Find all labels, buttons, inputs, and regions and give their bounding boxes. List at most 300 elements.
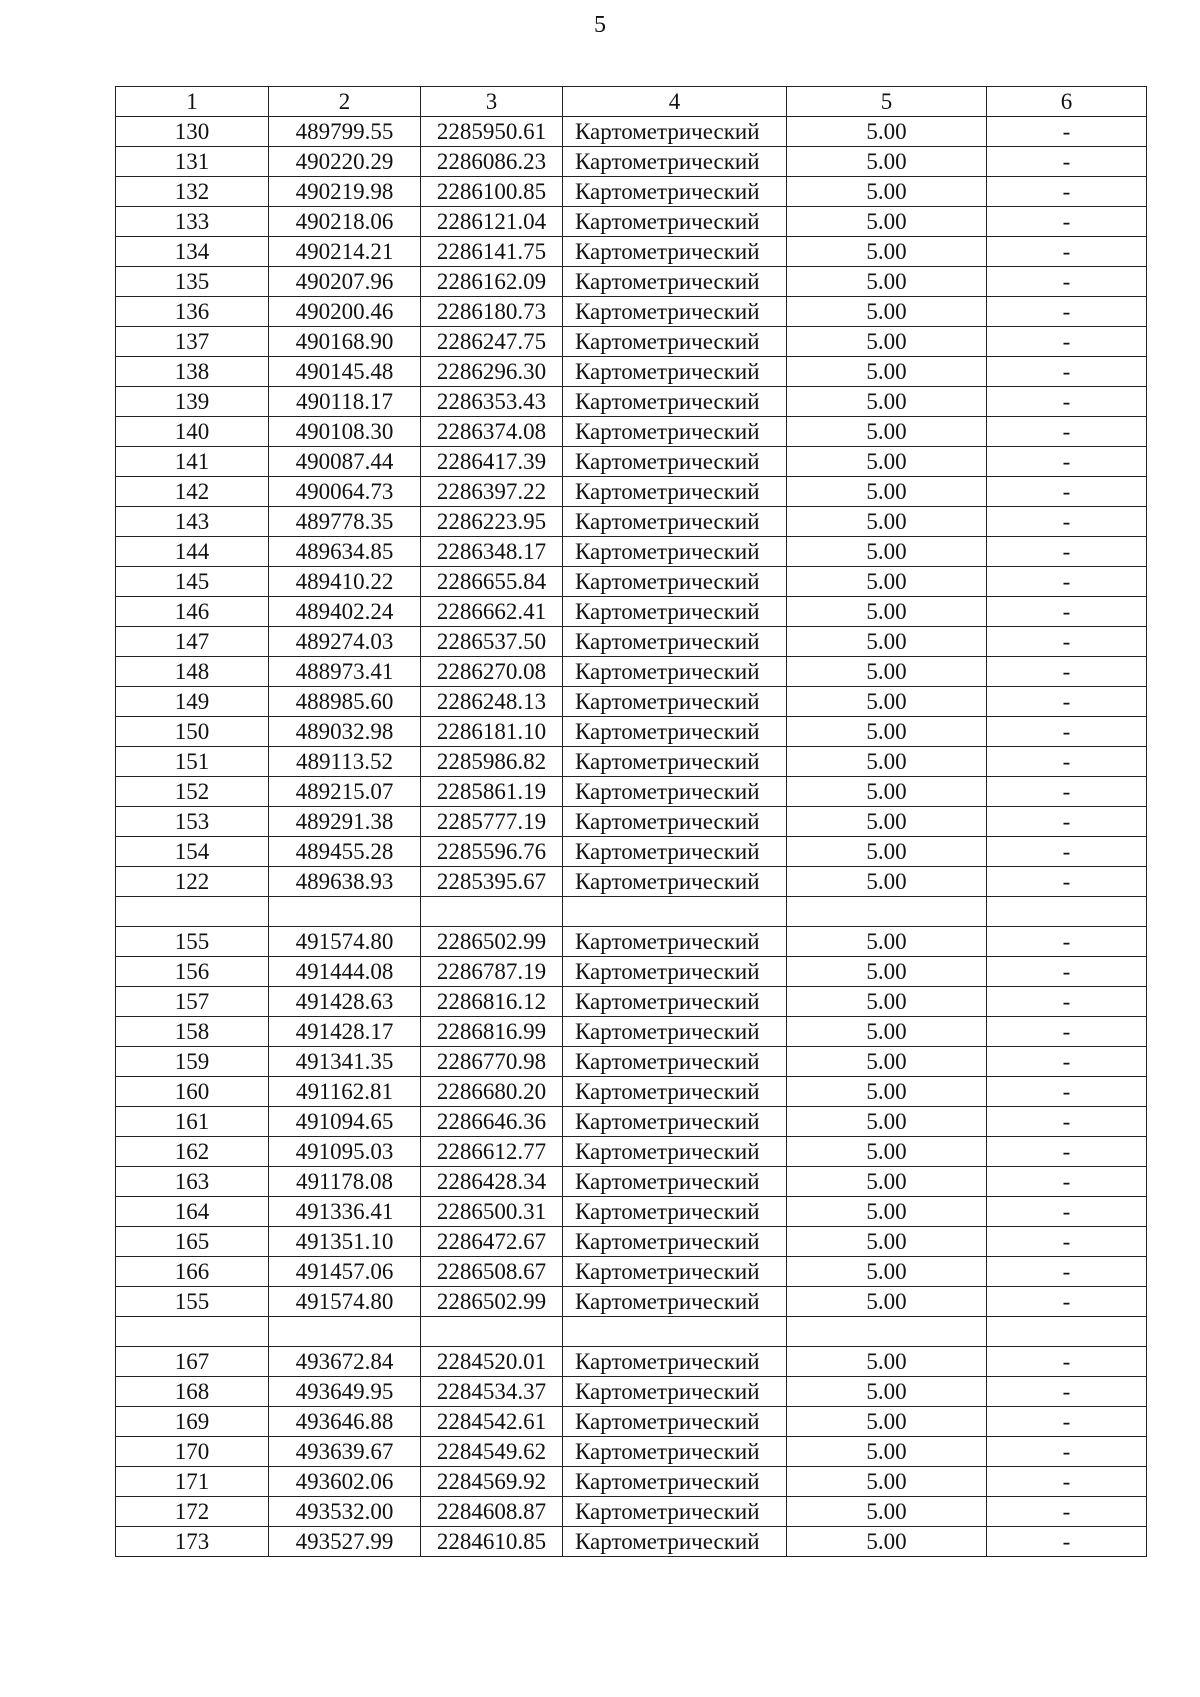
point-number-cell: 160	[116, 1077, 269, 1107]
accuracy-cell: 5.00	[787, 327, 987, 357]
method-cell	[563, 897, 787, 927]
method-cell: Картометрический	[563, 1467, 787, 1497]
y-coordinate-cell: 2285596.76	[421, 837, 563, 867]
method-cell: Картометрический	[563, 357, 787, 387]
point-number-cell: 159	[116, 1047, 269, 1077]
table-row	[116, 417, 1147, 447]
accuracy-cell: 5.00	[787, 447, 987, 477]
method-cell: Картометрический	[563, 387, 787, 417]
accuracy-cell	[787, 1317, 987, 1347]
point-number-cell: 156	[116, 957, 269, 987]
table-row	[116, 1107, 1147, 1137]
point-number-cell: 144	[116, 537, 269, 567]
point-number-cell: 148	[116, 657, 269, 687]
accuracy-cell: 5.00	[787, 957, 987, 987]
accuracy-cell: 5.00	[787, 597, 987, 627]
method-cell: Картометрический	[563, 927, 787, 957]
column-header-3: 3	[421, 87, 563, 117]
table-row	[116, 1497, 1147, 1527]
method-cell: Картометрический	[563, 837, 787, 867]
method-cell: Картометрический	[563, 1137, 787, 1167]
x-coordinate-cell: 491095.03	[269, 1137, 421, 1167]
accuracy-cell: 5.00	[787, 387, 987, 417]
method-cell: Картометрический	[563, 267, 787, 297]
table-row	[116, 267, 1147, 297]
description-cell: -	[987, 267, 1147, 297]
point-number-cell: 155	[116, 1287, 269, 1317]
description-cell: -	[987, 1227, 1147, 1257]
y-coordinate-cell: 2286348.17	[421, 537, 563, 567]
accuracy-cell: 5.00	[787, 867, 987, 897]
y-coordinate-cell: 2286086.23	[421, 147, 563, 177]
y-coordinate-cell: 2285950.61	[421, 117, 563, 147]
y-coordinate-cell: 2285777.19	[421, 807, 563, 837]
x-coordinate-cell: 490214.21	[269, 237, 421, 267]
accuracy-cell: 5.00	[787, 687, 987, 717]
x-coordinate-cell: 491574.80	[269, 927, 421, 957]
method-cell: Картометрический	[563, 117, 787, 147]
accuracy-cell: 5.00	[787, 1197, 987, 1227]
accuracy-cell: 5.00	[787, 1527, 987, 1557]
description-cell: -	[987, 357, 1147, 387]
description-cell: -	[987, 447, 1147, 477]
point-number-cell: 173	[116, 1527, 269, 1557]
table-row	[116, 1167, 1147, 1197]
description-cell: -	[987, 807, 1147, 837]
method-cell: Картометрический	[563, 477, 787, 507]
coordinates-table	[115, 86, 1147, 1557]
accuracy-cell: 5.00	[787, 567, 987, 597]
table-row	[116, 1467, 1147, 1497]
description-cell: -	[987, 1407, 1147, 1437]
method-cell: Картометрический	[563, 777, 787, 807]
point-number-cell: 145	[116, 567, 269, 597]
description-cell: -	[987, 537, 1147, 567]
column-header-6: 6	[987, 87, 1147, 117]
point-number-cell: 161	[116, 1107, 269, 1137]
method-cell: Картометрический	[563, 1377, 787, 1407]
method-cell: Картометрический	[563, 207, 787, 237]
point-number-cell: 131	[116, 147, 269, 177]
x-coordinate-cell: 490064.73	[269, 477, 421, 507]
point-number-cell: 134	[116, 237, 269, 267]
y-coordinate-cell: 2286397.22	[421, 477, 563, 507]
point-number-cell: 132	[116, 177, 269, 207]
table-row	[116, 747, 1147, 777]
x-coordinate-cell: 491178.08	[269, 1167, 421, 1197]
point-number-cell: 135	[116, 267, 269, 297]
description-cell: -	[987, 717, 1147, 747]
accuracy-cell: 5.00	[787, 1407, 987, 1437]
method-cell: Картометрический	[563, 1047, 787, 1077]
point-number-cell: 157	[116, 987, 269, 1017]
table-row	[116, 327, 1147, 357]
table-row	[116, 1437, 1147, 1467]
method-cell: Картометрический	[563, 657, 787, 687]
point-number-cell: 133	[116, 207, 269, 237]
description-cell: -	[987, 837, 1147, 867]
x-coordinate-cell: 493646.88	[269, 1407, 421, 1437]
accuracy-cell: 5.00	[787, 207, 987, 237]
description-cell: -	[987, 867, 1147, 897]
x-coordinate-cell: 493639.67	[269, 1437, 421, 1467]
table-row	[116, 1137, 1147, 1167]
y-coordinate-cell: 2286655.84	[421, 567, 563, 597]
y-coordinate-cell: 2286353.43	[421, 387, 563, 417]
y-coordinate-cell: 2284610.85	[421, 1527, 563, 1557]
point-number-cell: 147	[116, 627, 269, 657]
table-row	[116, 507, 1147, 537]
point-number-cell: 162	[116, 1137, 269, 1167]
point-number-cell: 172	[116, 1497, 269, 1527]
description-cell: -	[987, 987, 1147, 1017]
accuracy-cell: 5.00	[787, 1497, 987, 1527]
table-body	[116, 117, 1147, 1557]
description-cell: -	[987, 627, 1147, 657]
point-number-cell: 136	[116, 297, 269, 327]
method-cell: Картометрический	[563, 987, 787, 1017]
table-row	[116, 927, 1147, 957]
y-coordinate-cell: 2286612.77	[421, 1137, 563, 1167]
method-cell: Картометрический	[563, 507, 787, 537]
accuracy-cell: 5.00	[787, 507, 987, 537]
description-cell: -	[987, 1527, 1147, 1557]
accuracy-cell: 5.00	[787, 807, 987, 837]
description-cell: -	[987, 1137, 1147, 1167]
x-coordinate-cell: 491341.35	[269, 1047, 421, 1077]
description-cell	[987, 897, 1147, 927]
table-row	[116, 717, 1147, 747]
description-cell: -	[987, 327, 1147, 357]
column-header-5: 5	[787, 87, 987, 117]
accuracy-cell: 5.00	[787, 357, 987, 387]
x-coordinate-cell: 491428.63	[269, 987, 421, 1017]
point-number-cell	[116, 1317, 269, 1347]
y-coordinate-cell: 2286180.73	[421, 297, 563, 327]
description-cell: -	[987, 1347, 1147, 1377]
method-cell: Картометрический	[563, 597, 787, 627]
accuracy-cell: 5.00	[787, 927, 987, 957]
point-number-cell: 151	[116, 747, 269, 777]
x-coordinate-cell: 489799.55	[269, 117, 421, 147]
y-coordinate-cell: 2286787.19	[421, 957, 563, 987]
method-cell: Картометрический	[563, 867, 787, 897]
table-row	[116, 867, 1147, 897]
x-coordinate-cell	[269, 1317, 421, 1347]
accuracy-cell: 5.00	[787, 987, 987, 1017]
method-cell	[563, 1317, 787, 1347]
x-coordinate-cell: 489291.38	[269, 807, 421, 837]
y-coordinate-cell: 2284549.62	[421, 1437, 563, 1467]
x-coordinate-cell: 490118.17	[269, 387, 421, 417]
description-cell: -	[987, 1257, 1147, 1287]
y-coordinate-cell: 2286121.04	[421, 207, 563, 237]
y-coordinate-cell: 2286500.31	[421, 1197, 563, 1227]
x-coordinate-cell: 493672.84	[269, 1347, 421, 1377]
x-coordinate-cell: 489274.03	[269, 627, 421, 657]
method-cell: Картометрический	[563, 1077, 787, 1107]
point-number-cell: 140	[116, 417, 269, 447]
x-coordinate-cell: 490207.96	[269, 267, 421, 297]
x-coordinate-cell: 489032.98	[269, 717, 421, 747]
table-header-row	[116, 87, 1147, 117]
point-number-cell: 165	[116, 1227, 269, 1257]
method-cell: Картометрический	[563, 567, 787, 597]
accuracy-cell: 5.00	[787, 1467, 987, 1497]
accuracy-cell: 5.00	[787, 417, 987, 447]
y-coordinate-cell: 2284608.87	[421, 1497, 563, 1527]
description-cell: -	[987, 297, 1147, 327]
x-coordinate-cell: 491574.80	[269, 1287, 421, 1317]
y-coordinate-cell: 2284520.01	[421, 1347, 563, 1377]
table-row	[116, 777, 1147, 807]
x-coordinate-cell: 489113.52	[269, 747, 421, 777]
y-coordinate-cell: 2286248.13	[421, 687, 563, 717]
description-cell: -	[987, 237, 1147, 267]
y-coordinate-cell: 2284569.92	[421, 1467, 563, 1497]
description-cell: -	[987, 747, 1147, 777]
point-number-cell: 154	[116, 837, 269, 867]
y-coordinate-cell: 2286508.67	[421, 1257, 563, 1287]
page-number: 5	[594, 12, 606, 38]
accuracy-cell: 5.00	[787, 1377, 987, 1407]
description-cell: -	[987, 477, 1147, 507]
y-coordinate-cell: 2286472.67	[421, 1227, 563, 1257]
accuracy-cell: 5.00	[787, 657, 987, 687]
table-row	[116, 807, 1147, 837]
point-number-cell: 170	[116, 1437, 269, 1467]
point-number-cell: 122	[116, 867, 269, 897]
accuracy-cell: 5.00	[787, 1257, 987, 1287]
table-row	[116, 1017, 1147, 1047]
accuracy-cell: 5.00	[787, 1347, 987, 1377]
accuracy-cell: 5.00	[787, 237, 987, 267]
point-number-cell: 146	[116, 597, 269, 627]
y-coordinate-cell	[421, 1317, 563, 1347]
table-row	[116, 207, 1147, 237]
point-number-cell: 153	[116, 807, 269, 837]
point-number-cell: 158	[116, 1017, 269, 1047]
accuracy-cell: 5.00	[787, 1107, 987, 1137]
accuracy-cell: 5.00	[787, 747, 987, 777]
point-number-cell: 142	[116, 477, 269, 507]
table-row	[116, 1527, 1147, 1557]
point-number-cell: 149	[116, 687, 269, 717]
description-cell: -	[987, 777, 1147, 807]
description-cell: -	[987, 147, 1147, 177]
accuracy-cell: 5.00	[787, 1137, 987, 1167]
description-cell: -	[987, 1017, 1147, 1047]
point-number-cell: 171	[116, 1467, 269, 1497]
x-coordinate-cell: 489402.24	[269, 597, 421, 627]
table-row	[116, 897, 1147, 927]
method-cell: Картометрический	[563, 237, 787, 267]
description-cell: -	[987, 1287, 1147, 1317]
description-cell: -	[987, 1107, 1147, 1137]
point-number-cell: 155	[116, 927, 269, 957]
method-cell: Картометрический	[563, 687, 787, 717]
description-cell: -	[987, 207, 1147, 237]
y-coordinate-cell: 2286296.30	[421, 357, 563, 387]
x-coordinate-cell: 490219.98	[269, 177, 421, 207]
y-coordinate-cell: 2286247.75	[421, 327, 563, 357]
x-coordinate-cell: 489455.28	[269, 837, 421, 867]
y-coordinate-cell: 2286417.39	[421, 447, 563, 477]
column-header-1: 1	[116, 87, 269, 117]
point-number-cell: 166	[116, 1257, 269, 1287]
table-row	[116, 147, 1147, 177]
table-row	[116, 237, 1147, 267]
method-cell: Картометрический	[563, 1017, 787, 1047]
method-cell: Картометрический	[563, 1167, 787, 1197]
x-coordinate-cell: 488985.60	[269, 687, 421, 717]
description-cell: -	[987, 117, 1147, 147]
y-coordinate-cell	[421, 897, 563, 927]
x-coordinate-cell: 490108.30	[269, 417, 421, 447]
point-number-cell: 167	[116, 1347, 269, 1377]
description-cell: -	[987, 927, 1147, 957]
method-cell: Картометрический	[563, 177, 787, 207]
table-row	[116, 837, 1147, 867]
point-number-cell	[116, 897, 269, 927]
y-coordinate-cell: 2286428.34	[421, 1167, 563, 1197]
method-cell: Картометрический	[563, 1497, 787, 1527]
x-coordinate-cell: 490087.44	[269, 447, 421, 477]
y-coordinate-cell: 2286502.99	[421, 1287, 563, 1317]
table-row	[116, 537, 1147, 567]
table-row	[116, 957, 1147, 987]
table-row	[116, 447, 1147, 477]
point-number-cell: 137	[116, 327, 269, 357]
table-row	[116, 177, 1147, 207]
x-coordinate-cell: 493602.06	[269, 1467, 421, 1497]
accuracy-cell	[787, 897, 987, 927]
x-coordinate-cell: 488973.41	[269, 657, 421, 687]
table-row	[116, 1077, 1147, 1107]
method-cell: Картометрический	[563, 1287, 787, 1317]
accuracy-cell: 5.00	[787, 717, 987, 747]
y-coordinate-cell: 2286100.85	[421, 177, 563, 207]
description-cell: -	[987, 417, 1147, 447]
method-cell: Картометрический	[563, 1197, 787, 1227]
method-cell: Картометрический	[563, 327, 787, 357]
y-coordinate-cell: 2286680.20	[421, 1077, 563, 1107]
table-row	[116, 117, 1147, 147]
method-cell: Картометрический	[563, 147, 787, 177]
table-row	[116, 1407, 1147, 1437]
table-row	[116, 1227, 1147, 1257]
table-row	[116, 597, 1147, 627]
description-cell: -	[987, 1197, 1147, 1227]
method-cell: Картометрический	[563, 717, 787, 747]
accuracy-cell: 5.00	[787, 297, 987, 327]
table-row	[116, 1347, 1147, 1377]
method-cell: Картометрический	[563, 537, 787, 567]
y-coordinate-cell: 2286502.99	[421, 927, 563, 957]
accuracy-cell: 5.00	[787, 1227, 987, 1257]
x-coordinate-cell: 490200.46	[269, 297, 421, 327]
y-coordinate-cell: 2285986.82	[421, 747, 563, 777]
column-header-4: 4	[563, 87, 787, 117]
accuracy-cell: 5.00	[787, 477, 987, 507]
accuracy-cell: 5.00	[787, 837, 987, 867]
description-cell: -	[987, 1497, 1147, 1527]
description-cell: -	[987, 567, 1147, 597]
accuracy-cell: 5.00	[787, 1287, 987, 1317]
table-row	[116, 387, 1147, 417]
y-coordinate-cell: 2286816.12	[421, 987, 563, 1017]
description-cell: -	[987, 1077, 1147, 1107]
description-cell: -	[987, 1167, 1147, 1197]
accuracy-cell: 5.00	[787, 1017, 987, 1047]
method-cell: Картометрический	[563, 627, 787, 657]
x-coordinate-cell: 491351.10	[269, 1227, 421, 1257]
x-coordinate-cell: 490145.48	[269, 357, 421, 387]
accuracy-cell: 5.00	[787, 1047, 987, 1077]
method-cell: Картометрический	[563, 1107, 787, 1137]
point-number-cell: 163	[116, 1167, 269, 1197]
description-cell: -	[987, 1437, 1147, 1467]
description-cell: -	[987, 1377, 1147, 1407]
x-coordinate-cell: 493532.00	[269, 1497, 421, 1527]
point-number-cell: 150	[116, 717, 269, 747]
method-cell: Картометрический	[563, 1347, 787, 1377]
x-coordinate-cell: 489778.35	[269, 507, 421, 537]
table-row	[116, 987, 1147, 1017]
table-row	[116, 627, 1147, 657]
point-number-cell: 130	[116, 117, 269, 147]
y-coordinate-cell: 2285395.67	[421, 867, 563, 897]
y-coordinate-cell: 2286270.08	[421, 657, 563, 687]
y-coordinate-cell: 2286374.08	[421, 417, 563, 447]
method-cell: Картометрический	[563, 1227, 787, 1257]
description-cell: -	[987, 957, 1147, 987]
y-coordinate-cell: 2286770.98	[421, 1047, 563, 1077]
method-cell: Картометрический	[563, 1407, 787, 1437]
x-coordinate-cell: 490220.29	[269, 147, 421, 177]
description-cell	[987, 1317, 1147, 1347]
table-row	[116, 567, 1147, 597]
method-cell: Картометрический	[563, 1437, 787, 1467]
method-cell: Картометрический	[563, 807, 787, 837]
point-number-cell: 139	[116, 387, 269, 417]
description-cell: -	[987, 1047, 1147, 1077]
x-coordinate-cell: 491457.06	[269, 1257, 421, 1287]
method-cell: Картометрический	[563, 297, 787, 327]
y-coordinate-cell: 2286181.10	[421, 717, 563, 747]
y-coordinate-cell: 2284534.37	[421, 1377, 563, 1407]
table-row	[116, 1317, 1147, 1347]
accuracy-cell: 5.00	[787, 1437, 987, 1467]
point-number-cell: 138	[116, 357, 269, 387]
description-cell: -	[987, 597, 1147, 627]
y-coordinate-cell: 2285861.19	[421, 777, 563, 807]
x-coordinate-cell: 491336.41	[269, 1197, 421, 1227]
x-coordinate-cell: 489215.07	[269, 777, 421, 807]
y-coordinate-cell: 2286141.75	[421, 237, 563, 267]
method-cell: Картометрический	[563, 1257, 787, 1287]
x-coordinate-cell: 491428.17	[269, 1017, 421, 1047]
table-row	[116, 687, 1147, 717]
x-coordinate-cell: 490168.90	[269, 327, 421, 357]
table-row	[116, 1287, 1147, 1317]
point-number-cell: 141	[116, 447, 269, 477]
point-number-cell: 168	[116, 1377, 269, 1407]
description-cell: -	[987, 657, 1147, 687]
y-coordinate-cell: 2286223.95	[421, 507, 563, 537]
accuracy-cell: 5.00	[787, 627, 987, 657]
point-number-cell: 164	[116, 1197, 269, 1227]
